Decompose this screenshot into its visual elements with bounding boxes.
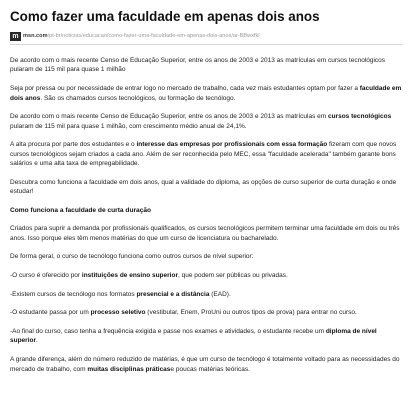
paragraph-2: [10, 84, 403, 103]
bullet-4: [10, 327, 403, 346]
msn-logo-icon: m: [10, 32, 21, 41]
bullet-4-text-a: -Ao final do curso, caso tenha a frequência exigida e passe nos exames e atividades, o estudante recebe um: [10, 328, 326, 336]
article-title: Como fazer uma faculdade em apenas dois anos: [10, 9, 320, 24]
bullet-3-text-b: (vestibular, Enem, ProUni ou outros tipos de prova) para entrar no curso.: [145, 309, 357, 317]
paragraph-2-text-a: Seja por pressa ou por necessidade de entrar logo no mercado de trabalho, cada vez mais estudantes optam por fazer a: [10, 85, 360, 93]
paragraph-3-text-b: pularam de 115 mil para quase 1 milhão, com crescimento médio anual de 24,1%.: [10, 122, 247, 130]
bullet-2-bold: presencial e a distância: [136, 290, 210, 298]
article-body: [10, 56, 403, 383]
bullet-4-bold: diploma de nível superior: [10, 328, 377, 345]
bullet-2: [10, 290, 403, 299]
paragraph-4-text-b: fizeram com que novos cursos tecnológicos sejam criados a cada ano. Além de ser reconhecida pelo MEC, essa "faculdade acelerada" também garante bons salários e uma alta taxa de empregabilidade.: [10, 141, 397, 168]
paragraph-2-text-b: . São os chamados cursos tecnológicos, ou formação de tecnólogo.: [40, 94, 236, 102]
paragraph-3-text-a: De acordo com o mais recente Censo de Educação Superior, entre os anos de 2003 e 2013 as matrículas em: [10, 113, 328, 121]
bullet-3-text-a: -O estudante passa por um: [10, 309, 91, 317]
paragraph-5: Descubra como funciona a faculdade em dois anos, qual a validade do diploma, as opções de curso superior de curta duração e onde estudar!: [10, 178, 397, 196]
paragraph-lead: De acordo com o mais recente Censo de Educação Superior, entre os anos de 2003 e 2013 as matrículas em cursos tecnológicos pularam de 115 mil para quase 1 milhão: [10, 57, 386, 74]
bullet-4-text-b: .: [36, 337, 38, 345]
bullet-3-bold: processo seletivo: [90, 309, 146, 317]
paragraph-3: [10, 112, 403, 131]
paragraph-4-text-a: A alta procura por parte dos estudantes e o: [10, 141, 137, 149]
bullet-1: [10, 271, 403, 280]
paragraph-6: Criados para suprir a demanda por profissionais qualificados, os cursos tecnológicos permitem terminar uma faculdade em dois ou três anos. Isso porque eles têm menos matérias do que um curso de licenciatura ou bacharelado.: [10, 225, 400, 242]
bullet-1-bold: instituições de ensino superior: [81, 271, 178, 279]
paragraph-4: [10, 140, 403, 168]
paragraph-7: De forma geral, o curso de tecnólogo funciona como outros cursos de nível superior:: [10, 253, 254, 261]
divider: [10, 44, 403, 45]
source-domain[interactable]: msn.com: [23, 33, 48, 39]
paragraph-8-bold: muitas disciplinas práticas: [87, 365, 171, 373]
paragraph-8: [10, 355, 403, 374]
paragraph-8-text-b: e poucas matérias teóricas.: [170, 365, 250, 373]
source-bar[interactable]: [10, 31, 403, 41]
section-heading: Como funciona a faculdade de curta duração: [10, 206, 152, 214]
bullet-2-text-a: -Existem cursos de tecnólogo nos formatos: [10, 290, 137, 298]
source-path[interactable]: /pt-br/noticias/educacao/como-fazer-uma-faculdade-em-apenas-dois-anos/ar-BBwxfkl: [47, 33, 260, 39]
paragraph-8-text-a: A grande diferença, além do número reduzido de matérias, é que um curso de tecnólogo é totalmente voltado para as necessidades do mercado de trabalho, com: [10, 356, 400, 373]
bullet-1-text-a: -O curso é oferecido por: [10, 271, 82, 279]
bullet-2-text-b: (EAD).: [209, 290, 231, 298]
paragraph-4-bold: interesse das empresas por profissionais com essa formação: [136, 141, 328, 149]
bullet-3: [10, 308, 403, 317]
paragraph-3-bold: cursos tecnológicos: [327, 113, 392, 121]
bullet-1-text-b: , que podem ser públicas ou privadas.: [177, 271, 288, 279]
paragraph-2-bold: faculdade em dois anos: [10, 85, 402, 102]
